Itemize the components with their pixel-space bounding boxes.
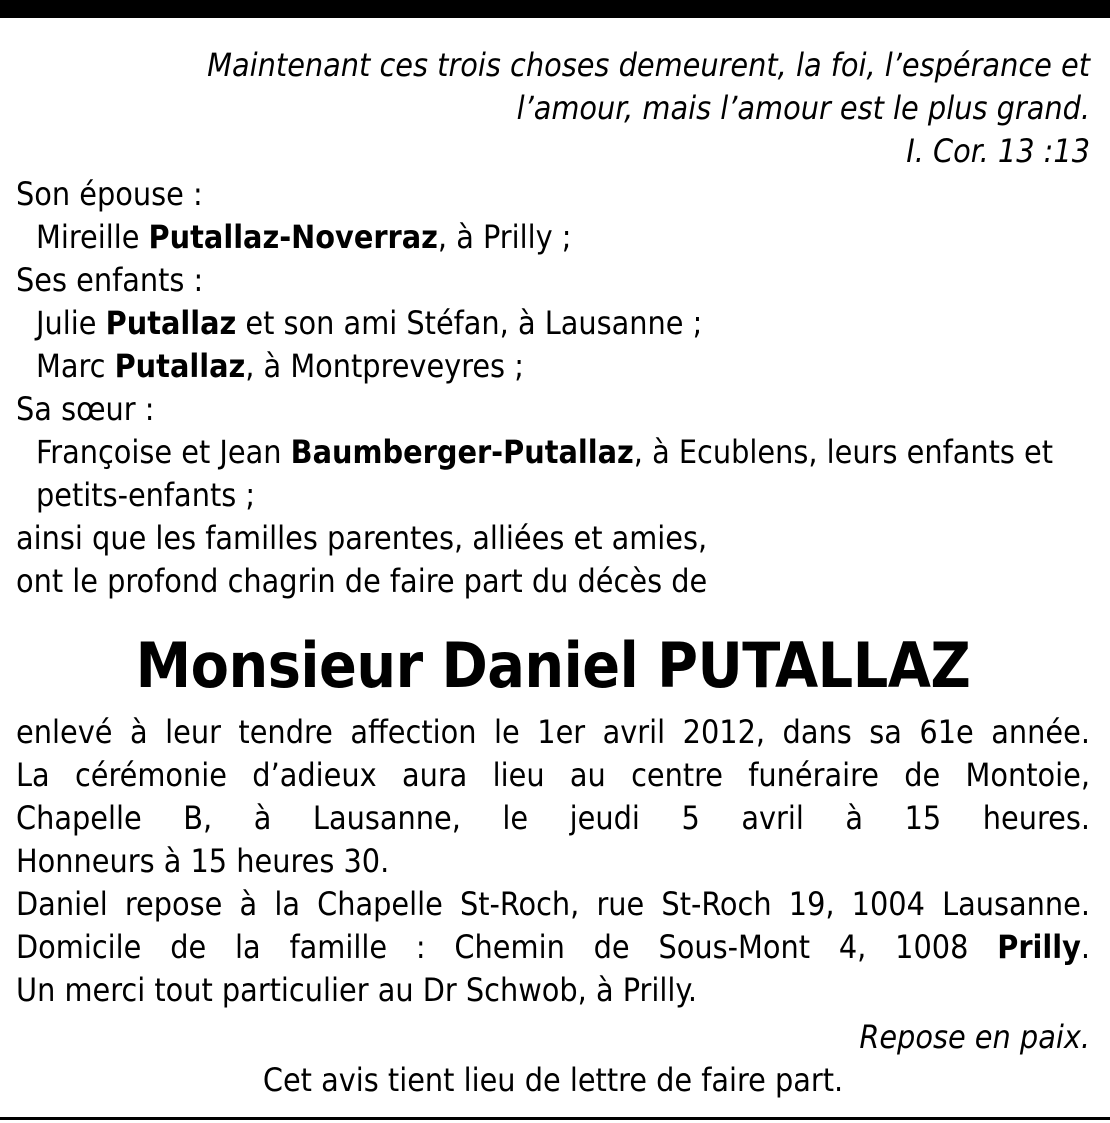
child1-first-name: Julie (36, 304, 106, 342)
verse-reference: I. Cor. 13 :13 (906, 132, 1090, 170)
bible-verse (16, 44, 1090, 173)
sister-label: Sa sœur : (16, 390, 155, 428)
child2-first-name: Marc (36, 347, 115, 385)
domicile-town: Prilly (997, 928, 1081, 966)
spouse-surname: Putallaz-Noverraz (148, 218, 438, 256)
closing-phrase: Repose en paix. (859, 1018, 1090, 1056)
children-label: Ses enfants : (16, 261, 204, 299)
notice-statement: Cet avis tient lieu de lettre de faire part. (262, 1061, 844, 1099)
spouse-label: Son épouse : (16, 175, 203, 213)
sister-surname: Baumberger-Putallaz (290, 433, 634, 471)
child-entry-2 (16, 345, 1090, 388)
announcement-line: ont le profond chagrin de faire part du décès de (16, 562, 708, 600)
relatives-line: ainsi que les familles parentes, alliées et amies, (16, 519, 708, 557)
domicile-text: Domicile de la famille : Chemin de Sous-Mont 4, 1008 (16, 928, 998, 966)
child1-details: et son ami Stéfan, à Lausanne ; (236, 304, 703, 342)
body-line-3: Chapelle B, à Lausanne, le jeudi 5 avril à 15 heures. (16, 799, 1090, 837)
sister-entry-continued: petits-enfants ; (36, 476, 256, 514)
body-line-7: Un merci tout particulier au Dr Schwob, à Prilly. (16, 971, 697, 1009)
bottom-border-rule (0, 1117, 1110, 1120)
body-line-1: enlevé à leur tendre affection le 1er avril 2012, dans sa 61e année. (16, 713, 1090, 751)
spouse-entry (16, 216, 1090, 259)
verse-line-1: Maintenant ces trois choses demeurent, la foi, l’espérance et (207, 46, 1090, 84)
child-entry-1 (16, 302, 1090, 345)
deceased-name: Monsieur Daniel PUTALLAZ (135, 629, 971, 702)
spouse-first-name: Mireille (36, 218, 149, 256)
obituary-body (16, 711, 1090, 1012)
top-border-rule (0, 0, 1110, 18)
child2-surname: Putallaz (114, 347, 246, 385)
obituary-notice (16, 44, 1090, 1102)
domicile-period: . (1080, 928, 1090, 966)
sister-entry (16, 431, 1090, 474)
sister-first-names: Françoise et Jean (36, 433, 291, 471)
child1-surname: Putallaz (105, 304, 237, 342)
body-line-6 (16, 926, 1090, 969)
sister-details: , à Ecublens, leurs enfants et (633, 433, 1053, 471)
family-list (16, 173, 1090, 603)
body-line-5: Daniel repose à la Chapelle St-Roch, rue St-Roch 19, 1004 Lausanne. (16, 885, 1090, 923)
child2-details: , à Montpreveyres ; (245, 347, 524, 385)
body-line-2: La cérémonie d’adieux aura lieu au centre funéraire de Montoie, (16, 756, 1090, 794)
verse-line-2: l’amour, mais l’amour est le plus grand. (516, 89, 1090, 127)
spouse-location: , à Prilly ; (437, 218, 572, 256)
body-line-4: Honneurs à 15 heures 30. (16, 842, 390, 880)
